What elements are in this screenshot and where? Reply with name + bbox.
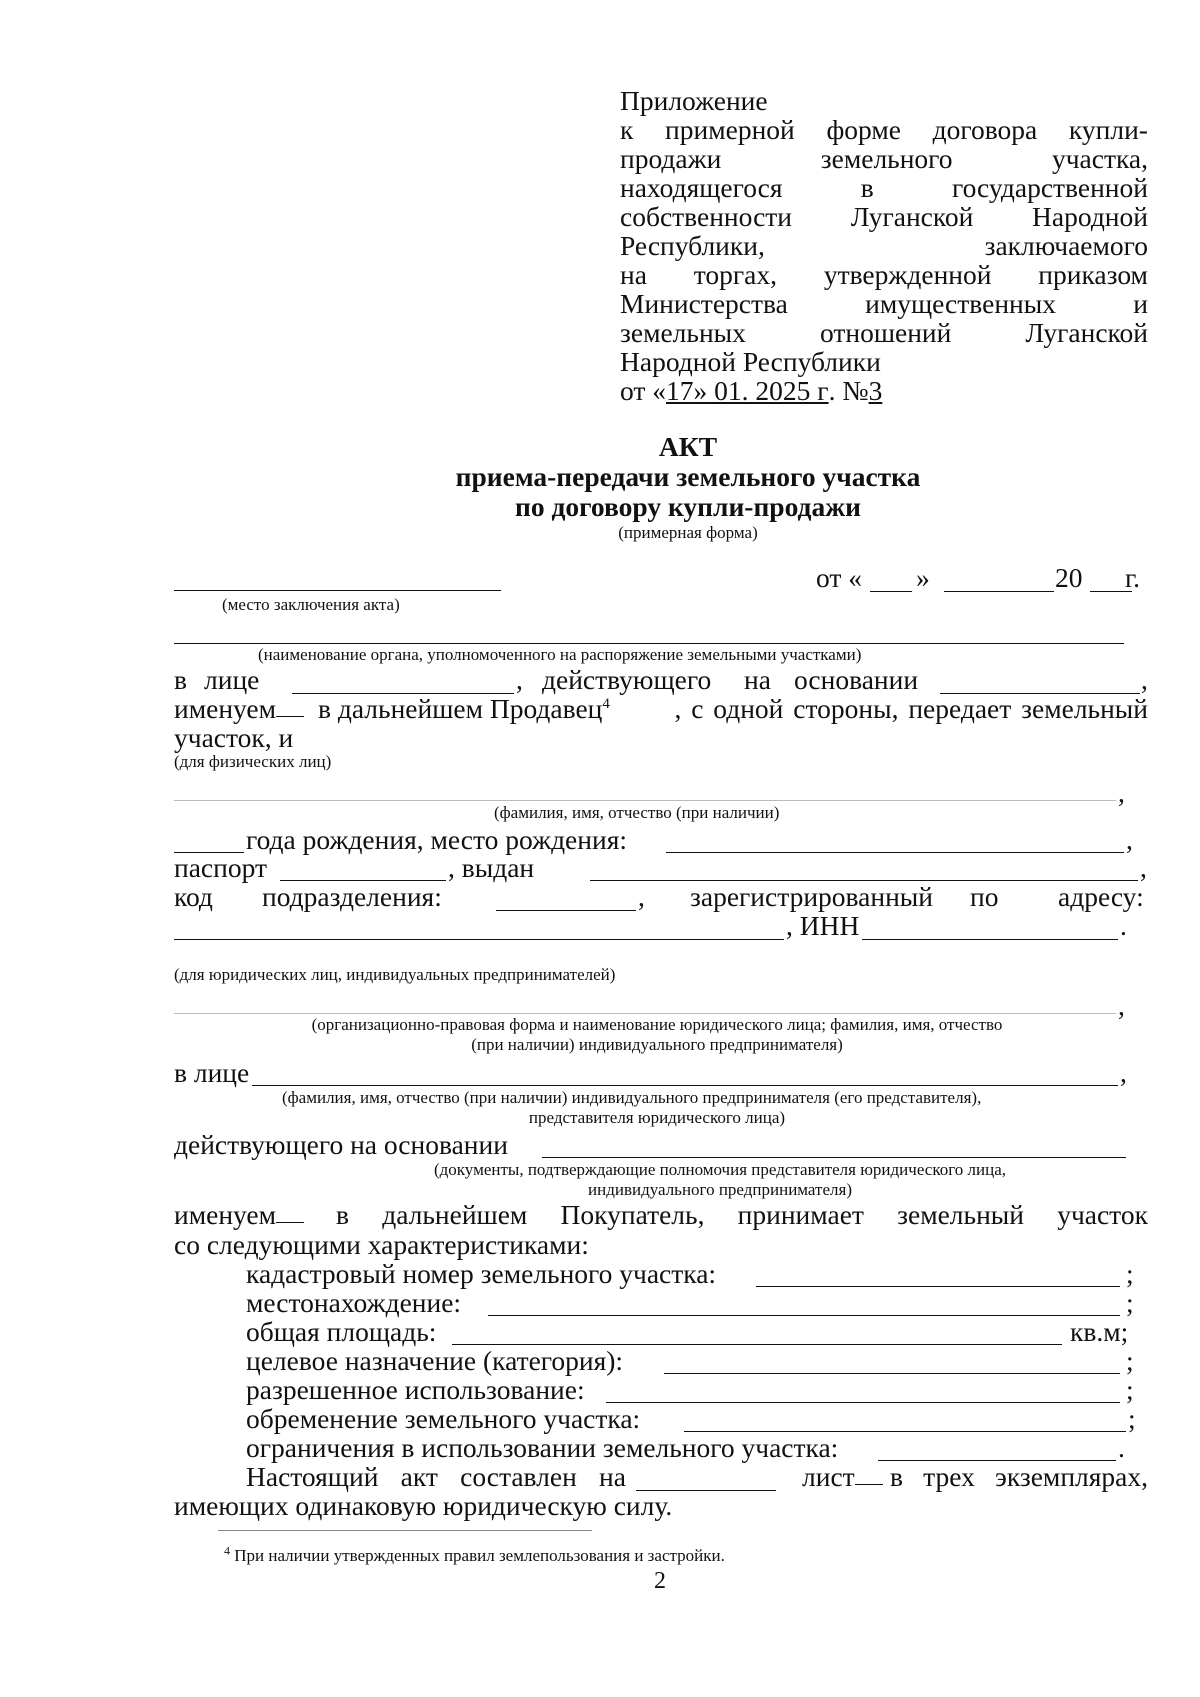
seller-comma: , xyxy=(516,664,523,695)
legal-person-field[interactable] xyxy=(252,1085,1118,1086)
appendix-line-1: к примерной форме договора купли- xyxy=(620,114,1148,145)
code-label-1: код xyxy=(174,881,213,912)
legal-person-comma: , xyxy=(1120,1057,1127,1088)
appendix-line-0: Приложение xyxy=(620,85,768,116)
inn-dot: . xyxy=(1120,910,1127,941)
restrictions-label: ограничения в использовании земельного участка: xyxy=(246,1432,839,1463)
purpose-end: ; xyxy=(1126,1345,1134,1376)
date-month-field[interactable] xyxy=(944,591,1054,592)
seller-org-field[interactable] xyxy=(174,643,1124,644)
form-note: (примерная форма) xyxy=(618,523,758,542)
doc-title-line2: приема-передачи земельного участка xyxy=(455,461,921,492)
area-label: общая площадь: xyxy=(246,1316,437,1347)
inn-field[interactable] xyxy=(862,939,1118,940)
registered-label: зарегистрированный xyxy=(690,881,934,912)
date-close-quote: » xyxy=(916,562,930,593)
appendix-date: от « 17 » 01. 2025 г . № 3 xyxy=(620,375,883,406)
seller-on: на xyxy=(744,664,771,695)
seller-role: в дальнейшем Продавец$^4$ , с одной стороны, передает земельный xyxy=(318,693,1148,724)
place-field[interactable] xyxy=(174,590,501,591)
fio-comma: , xyxy=(1118,777,1125,808)
birth-label: года рождения, место рождения: xyxy=(246,824,627,855)
permitted-use-end: ; xyxy=(1126,1374,1134,1405)
place-hint: (место заключения акта) xyxy=(222,595,400,614)
legal-doc-hint-2: индивидуального предпринимателя) xyxy=(588,1180,852,1199)
legal-doc-hint-1: (документы, подтверждающие полномочия представителя юридического лица, xyxy=(433,1160,1007,1179)
closing-line-1a: Настоящий акт составлен на xyxy=(246,1461,626,1492)
seller-in-person-1: в xyxy=(174,664,187,695)
appendix-line-5: Республики, заключаемого xyxy=(620,230,1148,261)
footnote-separator xyxy=(218,1530,592,1531)
fio-hint: (фамилия, имя, отчество (при наличии) xyxy=(494,803,780,822)
legal-in-person: в лице xyxy=(174,1057,250,1088)
closing-sheet: лист xyxy=(802,1462,883,1492)
appendix-line-2: продажи земельного участка, xyxy=(620,143,1148,174)
buyer-line-1: в дальнейшем Покупатель, принимает земельный участок xyxy=(336,1199,1148,1230)
closing-line-2: имеющих одинаковую юридическую силу. xyxy=(174,1490,673,1521)
permitted-use-label: разрешенное использование: xyxy=(246,1374,585,1405)
legal-org-field[interactable] xyxy=(174,1013,1116,1014)
code-comma: , xyxy=(638,881,645,912)
cadastral-field[interactable] xyxy=(756,1286,1120,1287)
restrictions-end: . xyxy=(1118,1432,1125,1463)
legal-org-hint-1: (организационно-правовая форма и наименование юридического лица; фамилия, имя, отчество xyxy=(311,1015,1003,1034)
purpose-label: целевое назначение (категория): xyxy=(246,1345,624,1376)
seller-acting: действующего xyxy=(542,664,712,695)
code-label-2: подразделения: xyxy=(262,881,442,912)
location-label: местонахождение: xyxy=(246,1287,462,1318)
registered-address: адресу: xyxy=(1058,881,1144,912)
appendix-line-4: собственности Луганской Народной xyxy=(620,201,1148,232)
issued-label: , выдан xyxy=(448,852,535,883)
legal-org-hint-2: (при наличии) индивидуального предпринимателя) xyxy=(471,1035,843,1054)
permitted-use-field[interactable] xyxy=(606,1402,1120,1403)
inn-label: , ИНН xyxy=(786,910,860,941)
legal-acting: действующего на основании xyxy=(174,1129,508,1160)
location-field[interactable] xyxy=(488,1315,1120,1316)
passport-label: паспорт xyxy=(174,852,268,883)
legal-basis-field[interactable] xyxy=(542,1157,1126,1158)
seller-comma-2: , xyxy=(1141,664,1148,695)
address-field[interactable] xyxy=(174,939,784,940)
seller-plot: участок, и xyxy=(174,722,294,753)
birth-comma: , xyxy=(1126,824,1133,855)
page-number: 2 xyxy=(654,1568,666,1594)
appendix-line-7: Министерства имущественных и xyxy=(620,288,1148,319)
individual-hint: (для физических лиц) xyxy=(174,752,332,771)
legal-hint: (для юридических лиц, индивидуальных предпринимателей) xyxy=(174,965,616,984)
cadastral-label: кадастровый номер земельного участка: xyxy=(246,1258,717,1289)
registered-by: по xyxy=(970,881,999,912)
date-from-label: от « xyxy=(816,562,863,593)
appendix-line-8: земельных отношений Луганской xyxy=(620,317,1148,348)
doc-title: АКТ xyxy=(658,431,718,462)
buyer-line-2: со следующими характеристиками: xyxy=(174,1229,589,1260)
issued-comma: , xyxy=(1140,852,1147,883)
year-prefix: 20 xyxy=(1055,562,1083,593)
encumbrance-label: обременение земельного участка: xyxy=(246,1403,641,1434)
buyer-named: именуем xyxy=(174,1200,304,1230)
fio-field[interactable] xyxy=(174,800,1116,801)
appendix-line-6: на торгах, утвержденной приказом xyxy=(620,259,1148,290)
seller-org-hint: (наименование органа, уполномоченного на распоряжение земельными участками) xyxy=(258,645,862,664)
legal-rep-hint-2: представителя юридического лица) xyxy=(528,1108,786,1127)
legal-org-comma: , xyxy=(1118,990,1125,1021)
area-end: кв.м; xyxy=(1070,1316,1129,1347)
seller-named: именуем xyxy=(174,694,304,724)
footnote-ref: 4 xyxy=(602,695,610,712)
birth-place-field[interactable] xyxy=(666,852,1124,853)
date-day-field[interactable] xyxy=(870,591,912,592)
footnote: $^4$ При наличии утвержденных правил землепользования и застройки. xyxy=(224,1543,725,1565)
purpose-field[interactable] xyxy=(664,1373,1120,1374)
appendix-line-9: Народной Республики xyxy=(620,346,881,377)
legal-rep-hint-1: (фамилия, имя, отчество (при наличии) индивидуального предпринимателя (его представителя), xyxy=(282,1088,982,1107)
code-field[interactable] xyxy=(496,910,636,911)
closing-line-1b: в трех экземплярах, xyxy=(890,1461,1148,1492)
location-end: ; xyxy=(1126,1287,1134,1318)
year-suffix: г. xyxy=(1125,562,1141,593)
encumbrance-end: ; xyxy=(1128,1403,1136,1434)
appendix-line-3: находящегося в государственной xyxy=(620,172,1148,203)
doc-title-line3: по договору купли-продажи xyxy=(515,491,861,522)
cadastral-end: ; xyxy=(1126,1258,1134,1289)
seller-basis: основании xyxy=(794,664,919,695)
seller-in-person-2: лице xyxy=(204,664,260,695)
footnote-mark: 4 xyxy=(224,1543,230,1558)
